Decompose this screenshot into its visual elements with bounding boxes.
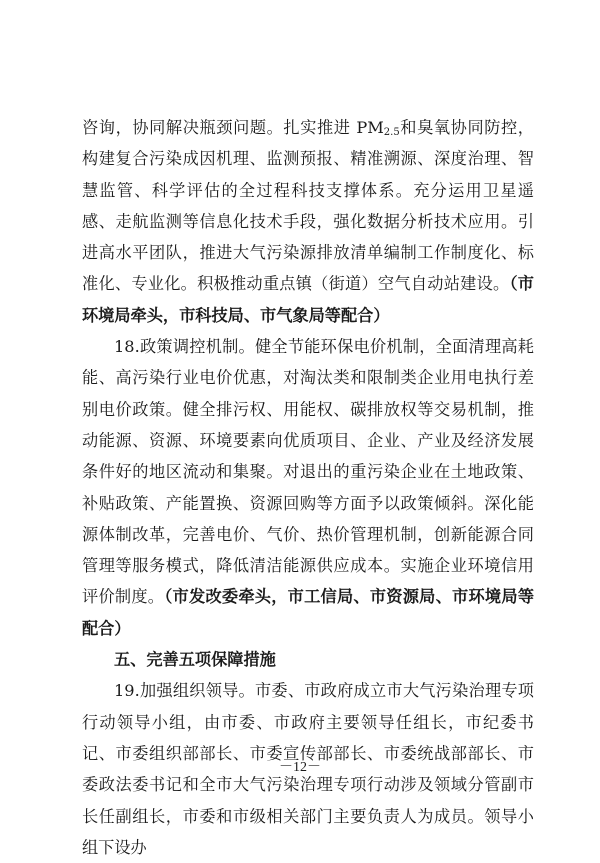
paragraph-text: 和臭氧协同防控，构建复合污染成因机理、监测预报、精准溯源、深度治理、智慧监管、科学评估的全过程科技支撑体系。充分运用卫星遥感、走航监测等信息化技术手段，强化数据分析技术应用。引进高水平团队，推进大气污染源排放清单编制工作制度化、标准化、专业化。积极推动重点镇（街道）空气自动站建设。 xyxy=(82,118,534,294)
page-number: －12－ xyxy=(279,760,321,775)
paragraph-text: 19.加强组织领导。市委、市政府成立市大气污染治理专项行动领导小组，由市委、市政府主要领导任组长，市纪委书记、市委组织部部长、市委宣传部部长、市委统战部部长、市委政法委书记和全市大气污染治理专项行动涉及领域分管副市长任副组长，市委和市级相关部门主要负责人为成员。领导小组下设办 xyxy=(82,681,534,857)
paragraph-policy-mechanism xyxy=(82,331,534,644)
section-heading: 五、完善五项保障措施 xyxy=(114,650,276,670)
paragraph-tech-support xyxy=(82,112,534,331)
paragraph-text: 18.政策调控机制。健全节能环保电价机制，全面清理高耗能、高污染行业电价优惠，对淘汰类和限制类企业用电执行差别电价政策。健全排污权、用能权、碳排放权等交易机制，推动能源、资源、环境要素向优质项目、企业、产业及经济发展条件好的地区流动和集聚。对退出的重污染企业在土地政策、补贴政策、产能置换、资源回购等方面予以政策倾斜。深化能源体制改革，完善电价、气价、热价管理机制，创新能源合同管理等服务模式，降低清洁能源供应成本。实施企业环境信用评价制度。 xyxy=(82,337,534,607)
pm-subscript: 2.5 xyxy=(383,127,400,138)
paragraph-text: 咨询，协同解决瓶颈问题。扎实推进 PM xyxy=(82,118,384,137)
responsible-departments: （市发改委牵头，市工信局、市资源局、市环境局等配合） xyxy=(82,587,535,638)
responsible-departments: （市环境局牵头，市科技局、市气象局等配合） xyxy=(82,274,534,325)
body-text xyxy=(82,112,534,863)
